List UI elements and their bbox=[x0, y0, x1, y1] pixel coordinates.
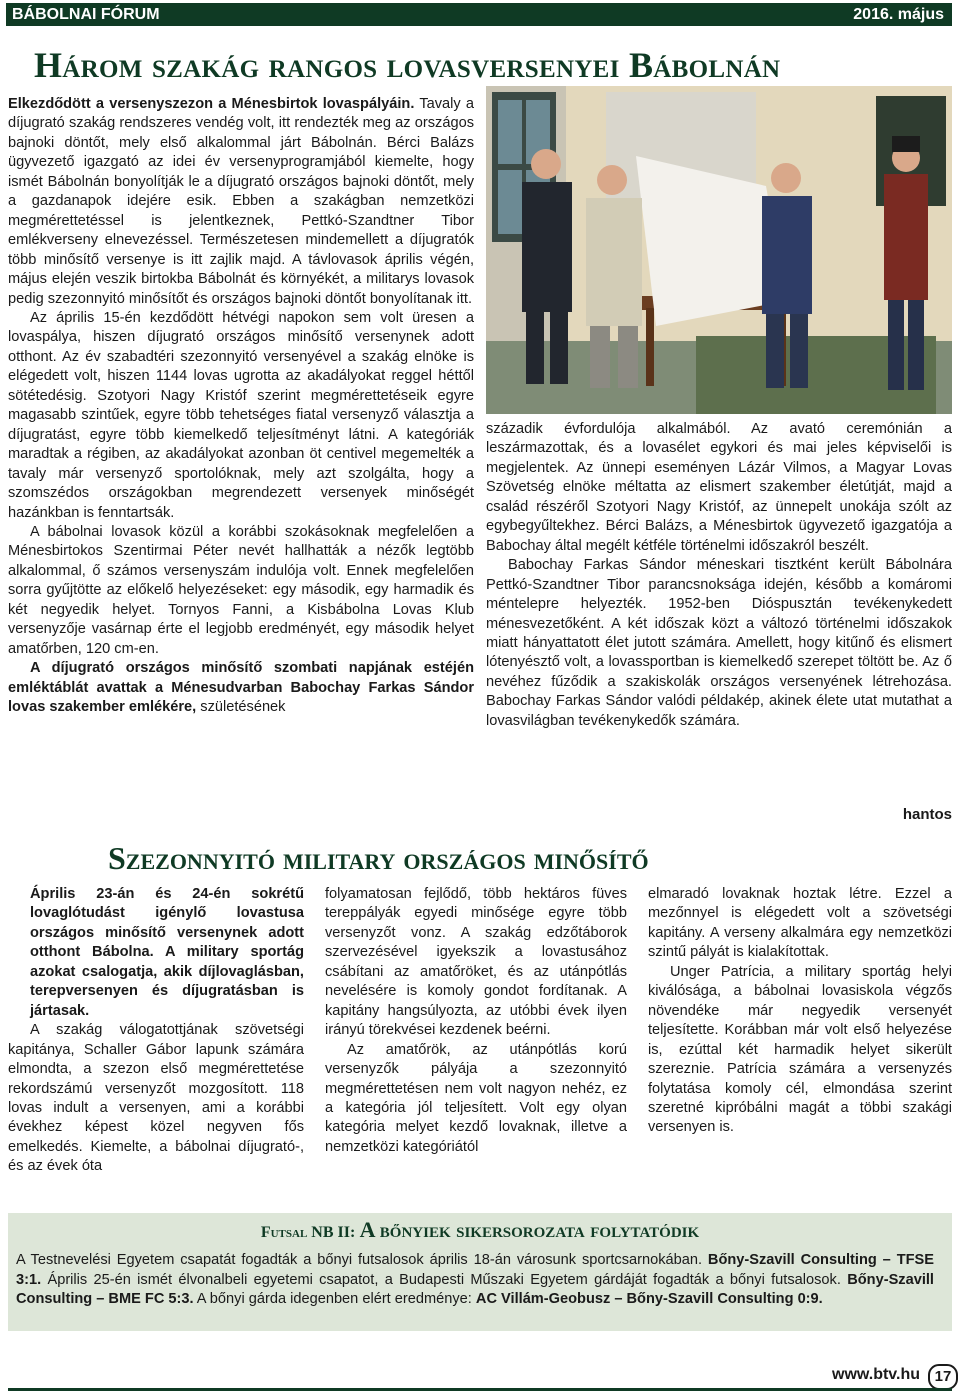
futsal-box-title: Futsal NB II: A bőnyiek sikersorozata folytatódik bbox=[260, 1217, 700, 1242]
page-number: 17 bbox=[928, 1364, 958, 1390]
article2-paragraph: folyamatosan fejlődő, több hektáros füves tereppályák egyedi minősége egyre több versenyzőt vonz. A szakág edzőtáborok szervezésével igyekszik a lovastusához csábítani az amatőröket, és az utánpótlás nevelésére is komoly gondot fordítanak. A kapitány hangsúlyozta, az utóbbi évek ilyen irányú törekvései kezdenek beérni. bbox=[325, 886, 627, 1039]
article1-paragraph: Babochay Farkas Sándor méneskari tisztként került Bábolnára Pettkó-Szandtner Tibor parancsnoksága idején, később a komáromi méntelepre helyezték. 1952-ben Dióspusztán tevékenykedett ménesvezetőként. A két időszak közt a változó történelmi időszakok miatt hányattatott élet jutott számára. Amellett, hogy kitűnő és elismert lótenyésztő volt, a lovassportban is kiemelkedő szerepet töltött be. Az ő nevéhez fűződik a szakiskolák országos versenyének létrehozása. Babochay Farkas Sándor valódi példakép, akinek élete utat mutathat a lovasvilágban tevékenykedők számára. bbox=[486, 557, 952, 729]
ceremony-photo bbox=[486, 86, 952, 414]
article1-paragraph: Elkezdődött a versenyszezon a Ménesbirtok lovaspályáin. Tavaly a díjugrató szakág rendszeres vendég volt, itt rendezték meg az országos bajnoki döntőt, mely első alkalommal járt Bábolnán. Bérci Balázs ügyvezető igazgató az idei év versenyprogramjából kiemelte, hogy ismét Bábolnán bonyolítják le a díjugrató országos bajnoki döntőt, mely a gazdanapok idejére esik. Ebben a szakágban nemzetközi megmérettetéssel is jelentkeznek, Pettkó-Szandtner Tibor emlékverseny elnevezéssel. Természetesen mindemellett a díjugratók több minősítő versenye is itt zajlik majd. A távlovasok április végén, május elején veszik birtokba Bábolnát és környékét, a militarys lovasok pedig szezonnyitó minősítőt és országos bajnoki döntőt bonyolítanak itt. bbox=[8, 96, 475, 307]
futsal-news-box bbox=[8, 1213, 952, 1331]
article1-paragraph: századik évfordulója alkalmából. Az avató ceremónián a leszármazottak, és a lovasélet egykori és mai jeles képviselői is megjelentek. Az ünnepi eseményen Lázár Vilmos, a Magyar Lovas Szövetség elnöke méltatta az elismert szakember életútját, majd a család részéről Szotyori Nagy Kristóf, az ünnepelt unokája szólt az egybegyűltekhez. Bérci Balázs, a Ménesbirtok ügyvezető igazgatója a Babochay által megélt kétféle történelmi időszakról beszélt. bbox=[486, 421, 952, 554]
article1-paragraph: A díjugrató országos minősítő szombati napjának estéjén emléktáblát avattak a Ménesudvarban Babochay Farkas Sándor lovas szakember emlékére, születésének bbox=[8, 660, 474, 716]
article1-column-right bbox=[486, 420, 952, 731]
article2-column-1 bbox=[8, 885, 304, 1177]
article1-column-left bbox=[8, 95, 474, 718]
top-bar bbox=[6, 3, 952, 26]
article2-paragraph: Unger Patrícia, a military sportág helyi kiválósága, a bábolnai lovasiskola végzős növendéke már negyedik versenyét teljesítette. Korábban már volt első helyezése is, ezúttal két harmadik helyet sikerült szereznie. Patrícia számára a versenyzés folytatása komoly cél, elmondása szerint szeretné kipróbálni magát a többi szakági versenyen is. bbox=[648, 963, 952, 1136]
article2-column-3 bbox=[648, 885, 952, 1138]
article1-paragraph: Az április 15-én kezdődött hétvégi napokon sem volt üresen a lovaspálya, hiszen díjugrató országos minősítő versenynek adott otthont. Az év szabadtéri szezonnyitó versenyével a szakág elnöke is elégedett volt, hiszen 1144 lovas ugrotta az akadályokat reggel héttől sötétedésig. Szotyori Nagy Kristóf szerint megmérettetéseik egyre magasabb szintűek, egyre több tehetséges fiatal versenyző választja a díjugratást, egyre több kiemelkedő teljesítményt látni. A kategóriák maradtak a régiben, az akadályokat azonban öt centivel megemelték a tavaly már versenyző sportolóknak, mely azt szolgálta, hogy a szomszédos országokban megrendezett versenyek minőségét hazánkban is fenntartsák. bbox=[8, 309, 474, 521]
article2-paragraph: elmaradó lovaknak hoztak létre. Ezzel a mezőnnyel is elégedett volt a szövetségi kapitány. A verseny alkalmára egy nemzetközi szintű pályát is kialakítottak. bbox=[648, 886, 952, 961]
author-signature: hantos bbox=[902, 806, 952, 823]
article1-lead: Elkezdődött a versenyszezon a Ménesbirtok lovaspályáin. bbox=[8, 96, 415, 112]
article1-paragraph: A bábolnai lovasok közül a korábbi szokásoknak megfelelően a Ménesbirtokos Szentirmai Péter nevét hallhatták a nézők legtöbb alkalommal, ő számos versenyszám indulója volt. Ennek megfelelően sorra gyűjtötte az előkelő helyezéseket: egy második, egy harmadik és két negyedik helyet. Tornyos Fanni, a Kisbábolna Lovas Klub versenyzője vasárnap érte el legjobb eredményét, egy második helyet amatőrben, 120 cm-en. bbox=[8, 523, 474, 657]
issue-date: 2016. május bbox=[853, 6, 944, 23]
article2-column-2 bbox=[325, 885, 627, 1157]
article2-paragraph: A szakág válogatottjának szövetségi kapitánya, Schaller Gábor lapunk számára elmondta, a szezon első megmérettetése rekordszámú versenyzőt mozgosított. 118 lovas indult a versenyen, ami a korábbi évekhez képest közel negyven fős emelkedés. Kiemelte, a bábolnai díjugrató-, és az évek óta bbox=[8, 1022, 304, 1175]
article2-lead: Április 23-án és 24-én sokrétű lovaglótudást igénylő lovastusa országos minősítő versenynek adott otthont Bábolna. A military sportág azokat csalogatja, akik díjlovaglásban, terepversenyen és díjugratásban is jártasak. bbox=[30, 886, 304, 1019]
article2-headline: Szezonnyitó military országos minősítő bbox=[108, 840, 649, 876]
futsal-box-body: A Testnevelési Egyetem csapatát fogadták a bőnyi futsalosok április 18-án városunk sportcsarnokában. Bőny-Szavill Consulting – TFSE 3:1. Április 25-én ismét élvonalbeli egyetemi csapatot, a Budapesti Műszaki Egyetem gárdáját fogadták a bőnyi futsalosok. Bőny-Szavill Consulting – BME FC 5:3. A bőnyi gárda idegenben elért eredménye: AC Villám-Geobusz – Bőny-Szavill Consulting 0:9. bbox=[16, 1252, 934, 1308]
article1-headline: Három szakág rangos lovasversenyei Bábolnán bbox=[34, 45, 781, 85]
website-url: www.btv.hu bbox=[832, 1366, 920, 1383]
publication-name: BÁBOLNAI FÓRUM bbox=[12, 6, 160, 23]
article2-paragraph: Az amatőrök, az utánpótlás korú versenyzők pályája a szezonnyitó megmérettetésen nem volt nagyon nehéz, ez a kategória jól teljesített. Volt egy olyan kategória melyet kezdő lovaknak, illetve a nemzetközi kategóriától bbox=[325, 1041, 627, 1155]
